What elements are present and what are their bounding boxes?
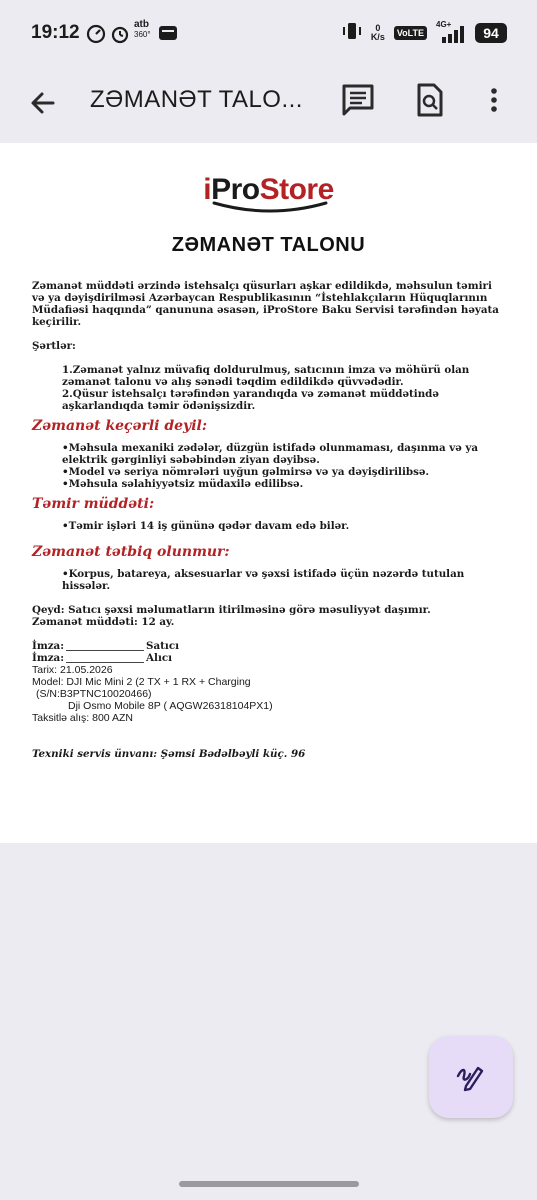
- logo-pro: Pro: [211, 173, 260, 206]
- invalid-item-2: •Model və seriya nömrələri uyğun gəlmirsə və ya dəyişdirilibsə.: [62, 466, 430, 478]
- document-body: [32, 280, 502, 760]
- condition-1: 1.Zəmanət yalnız müvafiq doldurulmuş, satıcının imza və möhürü olan zəmanət talonu və alış sənədi təqdim edildikdə qüvvədədir.: [62, 364, 470, 388]
- signal-icon: [436, 20, 466, 43]
- status-time: 19:12: [31, 22, 80, 43]
- speedometer-icon: [86, 24, 106, 49]
- invalid-heading: Zəmanət keçərli deyil:: [32, 418, 207, 434]
- more-options-button[interactable]: [484, 82, 504, 118]
- serial-line: (S/N:B3PTNC10020466): [36, 688, 152, 700]
- carrier-name: atb: [134, 19, 149, 30]
- wallet-icon: [158, 24, 178, 47]
- logo-store: Store: [259, 173, 334, 206]
- search-document-button[interactable]: [412, 82, 448, 118]
- document-page: [0, 143, 537, 843]
- comment-button[interactable]: [340, 82, 376, 118]
- note-text: Qeyd: Satıcı şəxsi məlumatların itirilməsinə görə məsuliyyət daşımır.: [32, 604, 431, 616]
- invalid-item-1: •Məhsula mexaniki zədələr, düzgün istifadə olunmaması, daşınma və ya elektrik gərginliyi səbəbindən ziyan dəyibsə.: [62, 442, 479, 466]
- vibrate-icon: [342, 22, 362, 45]
- alarm-icon: [110, 24, 130, 49]
- signature-line: [66, 662, 144, 663]
- comment-icon: [340, 82, 376, 118]
- battery-level: 94: [475, 23, 507, 43]
- document-search-icon: [412, 82, 448, 118]
- back-button[interactable]: [26, 86, 60, 120]
- speed-unit: K/s: [370, 32, 385, 42]
- model-line: Model: DJI Mic Mini 2 (2 TX + 1 RX + Charging: [32, 676, 251, 688]
- date-line: Tarix: 21.05.2026: [32, 664, 113, 676]
- home-indicator[interactable]: [179, 1181, 359, 1187]
- intro-text: Zəmanət müddəti ərzində istehsalçı qüsurları aşkar edildikdə, məhsulun təmiri və ya dəyişdirilməsi Azərbaycan Respublikasının “İstehlakçıların Hüquqlarının Müdafiəsi haqqında” qanununa əsasən, iProStore Baku Servisi tərəfindən həyata keçirilir.: [32, 280, 499, 328]
- service-address: Texniki servis ünvanı: Şəmsi Bədəlbəyli küç. 96: [32, 748, 306, 760]
- signature-role: Satıcı: [146, 640, 180, 652]
- invalid-item-3: •Məhsula səlahiyyətsiz müdaxilə edilibsə.: [62, 478, 304, 490]
- signature-line: [66, 650, 144, 651]
- price-line: Taksitlə alış: 800 AZN: [32, 712, 133, 724]
- repair-item-1: •Təmir işləri 14 iş gününə qədər davam edə bilər.: [62, 520, 350, 532]
- signature-seller-row: [32, 640, 502, 652]
- logo-swoosh-icon: [210, 199, 330, 215]
- carrier-badge: [134, 20, 151, 40]
- notapplied-heading: Zəmanət tətbiq olunmur:: [32, 544, 230, 560]
- signature-label: İmza:: [32, 652, 65, 664]
- condition-2: 2.Qüsur istehsalçı tərəfindən yarandıqda və zəmanət müddətində aşkarlandıqda təmir ödənişsizdir.: [62, 388, 439, 412]
- warranty-period: Zəmanət müddəti: 12 ay.: [32, 616, 175, 628]
- arrow-left-icon: [26, 86, 60, 120]
- app-bar: [0, 66, 537, 142]
- signature-buyer-row: [32, 652, 502, 664]
- repair-heading: Təmir müddəti:: [32, 496, 155, 512]
- sign-fab-button[interactable]: [429, 1036, 513, 1118]
- document-title: ZƏMANƏT TALONU: [171, 234, 366, 256]
- network-speed: [371, 24, 385, 42]
- model-line-2: Dji Osmo Mobile 8P ( AQGW26318104PX1): [68, 700, 273, 712]
- signature-role: Alıcı: [146, 652, 173, 664]
- volte-badge: VoLTE: [394, 26, 427, 40]
- speed-value: 0: [375, 23, 381, 33]
- carrier-sub: 360°: [134, 30, 151, 39]
- network-type: 4G+: [436, 20, 452, 29]
- signature-label: İmza:: [32, 640, 65, 652]
- page-title: ZƏMANƏT TALO...: [90, 86, 303, 113]
- logo-i: i: [203, 173, 212, 206]
- conditions-label: Şərtlər:: [32, 340, 76, 352]
- more-vert-icon: [484, 82, 504, 118]
- notapplied-item-1: •Korpus, batareya, aksesuarlar və şəxsi istifadə üçün nəzərdə tutulan hissələr.: [62, 568, 465, 592]
- edit-sign-icon: [456, 1062, 486, 1092]
- status-bar: [0, 0, 537, 66]
